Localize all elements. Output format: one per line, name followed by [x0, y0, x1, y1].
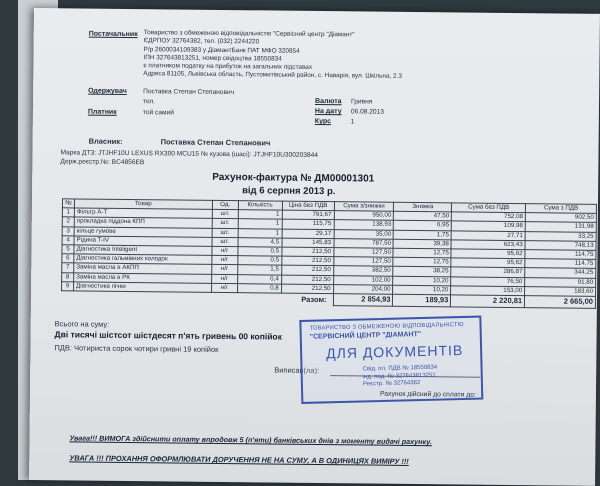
- invoice-document: [29, 8, 600, 486]
- table-cell: 91,80: [525, 277, 596, 287]
- table-cell: 1: [238, 219, 282, 229]
- table-cell: 0,4: [237, 274, 281, 284]
- table-cell: 950,00: [334, 211, 394, 221]
- table-cell: 212,50: [281, 256, 333, 266]
- total-cell: 189,93: [393, 294, 451, 307]
- item-name-cell: Рідина T-IV: [74, 236, 212, 247]
- vehicle-line-1: Марка ДТЗ: JTJHF10U LEXUS RX300 MCU15 № кузова (шасі): JTJHF10U300203844: [60, 149, 318, 159]
- col-header: Сума з/знижки: [334, 202, 394, 212]
- table-cell: 95,62: [451, 249, 525, 259]
- owner-value: Поставка Степан Степанович: [160, 137, 271, 148]
- table-cell: 1: [238, 210, 282, 220]
- table-cell: 38,25: [393, 267, 451, 277]
- table-cell: н/г: [211, 274, 237, 283]
- item-name-cell: Заміна масла в РК: [74, 273, 212, 284]
- item-name-cell: кільце гумове: [74, 227, 212, 238]
- vat-in-words: ПДВ: Чотириста сорок чотири гривні 19 копійок: [54, 343, 219, 354]
- table-cell: 1,75: [394, 230, 452, 240]
- table-cell: шт.: [212, 237, 238, 246]
- col-header: №: [62, 199, 74, 208]
- owner-label: Власник:: [88, 136, 123, 146]
- table-cell: 127,50: [333, 248, 393, 258]
- vehicle-line-2: Держ.реєстр.№: BC4856EB: [60, 158, 145, 167]
- col-header: Знижка: [394, 202, 452, 212]
- currency-label: Валюта: [315, 97, 342, 106]
- table-cell: 29,17: [282, 229, 334, 239]
- currency-value: Гривня: [350, 98, 373, 106]
- table-cell: шт.: [212, 219, 238, 228]
- table-cell: 39,38: [393, 239, 451, 249]
- table-cell: 35,00: [334, 229, 394, 239]
- sum-label: Всього на суму:: [54, 319, 110, 329]
- table-cell: 212,50: [281, 275, 333, 285]
- stamp-line: Свід. пл. ПДВ № 18550834: [362, 364, 438, 373]
- table-cell: 382,50: [333, 266, 393, 276]
- col-header: Од.: [212, 200, 238, 209]
- table-cell: 114,75: [525, 250, 596, 260]
- table-cell: н/г: [211, 283, 237, 292]
- table-cell: 127,50: [333, 257, 393, 267]
- supplier-line: ІПН 327643813251, номер свідоцтва 18550834: [143, 54, 282, 63]
- supplier-line: ЄДРПОУ 32764382, тел. (032) 2244220: [143, 37, 260, 46]
- table-cell: н/г: [211, 265, 237, 274]
- supplier-label: Постачальник: [88, 30, 138, 39]
- payer-label: Платник: [87, 108, 117, 116]
- date-value: 06.08.2013: [350, 108, 384, 116]
- table-cell: 6,95: [394, 221, 452, 231]
- recipient-value: Поставка Степан Степанович: [143, 88, 235, 97]
- table-cell: 102,00: [333, 275, 393, 285]
- col-header: Ціна без ПДВ: [282, 201, 334, 211]
- signature-label: Виписав(ла):: [274, 365, 320, 376]
- table-cell: 76,50: [451, 277, 525, 287]
- table-cell: 787,50: [334, 238, 394, 248]
- table-cell: 902,50: [525, 213, 596, 223]
- item-name-cell: Діагностика Inteligent: [74, 245, 212, 256]
- stamp-line: "СЕРВІСНИЙ ЦЕНТР "ДІАМАНТ": [309, 331, 422, 341]
- item-name-cell: Діагностика гальмівних колодок: [74, 254, 212, 265]
- table-cell: 0,5: [238, 247, 282, 257]
- table-cell: 12,75: [393, 248, 451, 258]
- table-cell: 10,20: [393, 285, 451, 295]
- table-cell: 791,67: [282, 210, 334, 220]
- table-cell: 752,08: [452, 212, 526, 222]
- recipient-label: Одержувач: [88, 87, 127, 95]
- sum-in-words: Дві тисячі шістсот шістдесят п'ять гривень 00 копійок: [54, 329, 282, 342]
- table-cell: 3: [62, 226, 74, 235]
- table-cell: 145,83: [282, 238, 334, 248]
- table-cell: 344,25: [525, 268, 596, 278]
- table-cell: 212,50: [281, 284, 333, 294]
- supplier-line: є платником податку на прибуток на загальних підставах: [143, 62, 313, 72]
- table-cell: 8: [62, 272, 74, 281]
- stamp-details: [362, 365, 437, 389]
- table-cell: 153,00: [451, 286, 525, 296]
- total-cell: 2 854,93: [333, 294, 393, 307]
- table-cell: 204,00: [333, 284, 393, 294]
- table-cell: 2: [62, 217, 74, 226]
- table-cell: 286,87: [451, 267, 525, 277]
- col-header: Товар: [74, 199, 212, 210]
- table-cell: 0,5: [238, 256, 282, 266]
- item-name-cell: Заміна масла в АКПП: [74, 263, 212, 274]
- table-cell: 4,5: [238, 237, 282, 247]
- invoice-date-title: від 6 серпня 2013 р.: [242, 185, 336, 198]
- table-cell: 6: [62, 254, 74, 263]
- table-cell: н/г: [212, 256, 238, 265]
- table-cell: 95,62: [451, 258, 525, 268]
- validity-note: Рахунок дійсний до сплати до:: [379, 390, 476, 399]
- table-cell: 138,93: [334, 220, 394, 230]
- items-table: [61, 198, 597, 309]
- stamp-line: ТОВАРИСТВО З ОБМЕЖЕНОЮ ВІДПОВІДАЛЬНІСТЮ: [309, 321, 464, 332]
- table-cell: 9: [62, 282, 74, 291]
- table-cell: 1: [238, 228, 282, 238]
- table-cell: 114,75: [525, 259, 596, 269]
- item-name-cell: Фільтр А-Т: [74, 208, 212, 219]
- table-cell: 131,98: [525, 222, 596, 232]
- table-cell: 623,43: [451, 240, 525, 250]
- table-cell: 212,50: [281, 266, 333, 276]
- invoice-title: Рахунок-фактура № ДМ00001301: [212, 171, 375, 185]
- col-header: Сума без ПДВ: [452, 203, 526, 213]
- col-header: Кількість: [238, 201, 282, 211]
- table-cell: 115,75: [282, 220, 334, 230]
- total-label: Разом:: [301, 294, 327, 304]
- supplier-line: Р/р 2600034109383 у ДіамантБанк ПАТ МФО 320854: [143, 45, 300, 55]
- supplier-details: [143, 29, 474, 82]
- payer-value: той самий: [142, 109, 174, 117]
- table-cell: 212,50: [282, 247, 334, 257]
- table-cell: 1,5: [237, 265, 281, 275]
- total-cell: 2 665,00: [525, 296, 596, 309]
- table-cell: 109,98: [452, 221, 526, 231]
- table-cell: 4: [62, 236, 74, 245]
- table-cell: 748,13: [525, 240, 596, 250]
- item-name-cell: Діагностика пічки: [74, 282, 212, 293]
- table-cell: 47,50: [394, 211, 452, 221]
- table-cell: 183,60: [525, 286, 596, 296]
- stamp-line: ДЛЯ ДОКУМЕНТІВ: [325, 342, 464, 362]
- table-cell: шт.: [212, 228, 238, 237]
- table-cell: 33,25: [525, 231, 596, 241]
- stamp-line: інд. под. № 327643813251: [362, 372, 436, 380]
- supplier-line: Товариство з обмеженою відповідальністю "Сервісний центр "Діамант": [143, 29, 355, 39]
- item-name-cell: прокладка піддона КПП: [74, 217, 212, 228]
- table-cell: 1: [62, 208, 74, 217]
- table-cell: 7: [62, 263, 74, 272]
- date-label: На дату: [314, 107, 342, 116]
- supplier-line: Адреса 81105, Львівська область, Пустомитівський район, с. Наварія, вул. Шкільна, 2.3: [143, 70, 403, 81]
- table-cell: 5: [62, 245, 74, 254]
- table-cell: 27,71: [451, 230, 525, 240]
- stamp-line: Реєстр. № 32764382: [362, 380, 421, 388]
- power-of-attorney-warning: УВАГА !!! ПРОХАННЯ ОФОРМЛЮВАТИ ДОРУЧЕННЯ НЕ НА СУМУ, А В ОДИНИЦЯХ ВИМІРУ !!!: [69, 453, 409, 466]
- recipient-tel: тел.: [142, 98, 156, 106]
- table-cell: 12,75: [393, 257, 451, 267]
- rate-value: 1: [350, 118, 355, 126]
- table-cell: н/г: [212, 246, 238, 255]
- total-cell: 2 220,81: [451, 295, 525, 308]
- table-cell: 0,8: [237, 283, 281, 293]
- table-cell: 10,20: [393, 276, 451, 286]
- col-header: Сума з ПДВ: [526, 204, 597, 214]
- rate-label: Курс: [314, 117, 332, 126]
- table-cell: шт.: [212, 210, 238, 219]
- payment-warning: Увага!!! ВИМОГА здійснити оплату впродовж 5 (п'яти) банківських днів з моменту видачі рахунку.: [69, 433, 433, 447]
